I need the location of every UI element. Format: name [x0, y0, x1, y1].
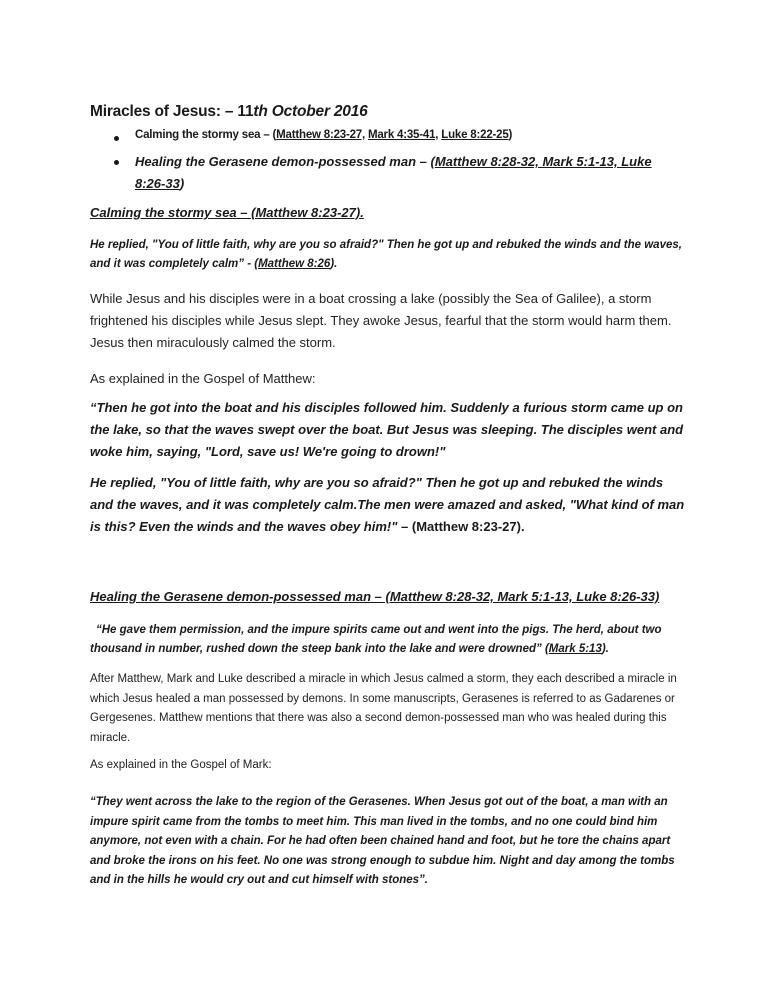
section1-heading: Calming the stormy sea – (Matthew 8:23-27).: [90, 205, 364, 220]
section2-quote: “They went across the lake to the region of the Gerasenes. When Jesus got out of the boat, a man with an impure spirit came from the tombs to meet him. This man lived in the tombs, and no one could bind him anymore, not even with a chain. For he had often been chained hand and foot, but he tore the chains apart and broke the irons on his feet. No one was strong enough to subdue him. Night and day among the tombs and in the hills he would cry out and cut himself with stones”.: [90, 796, 675, 886]
intro2-quote-text: “He gave them permission, and the impure spirits came out and went into the pigs. The herd, about two thousand in number, rushed down the steep bank into the lake and were drowned” (: [90, 624, 662, 655]
intro-quote-text: He replied, "You of little faith, why are you so afraid?" Then he got up and rebuked the winds and the waves, and it was completely calm” - (: [90, 239, 682, 270]
section2-heading: Healing the Gerasene demon-possessed man – (Matthew 8:28-32, Mark 5:1-13, Luke 8:26-33): [90, 589, 660, 604]
ref-link-mark-5-13[interactable]: Mark 5:13: [548, 643, 602, 655]
section2-paragraph: After Matthew, Mark and Luke described a miracle in which Jesus calmed a storm, they each described a miracle in which Jesus healed a man possessed by demons. In some manuscripts, Gerasenes is referred to as Gadarenes or Gergesenes. Matthew mentions that there was also a second demon-possessed man who was healed during this miracle.: [90, 673, 677, 744]
bullet1-label: Calming the stormy sea – (: [135, 129, 277, 141]
bullet-item-calming-storm: [114, 129, 674, 141]
ref-link-gerasene[interactable]: Matthew 8:28-32, Mark 5:1-13, Luke 8:26-33: [135, 154, 652, 191]
page-title: [90, 103, 368, 121]
section1-quote2: [90, 472, 686, 538]
bullet2-label: Healing the Gerasene demon-possessed man – (: [135, 154, 435, 169]
quote2-ref: – (Matthew 8:23-27).: [397, 519, 525, 534]
ref-link-mark-4-35[interactable]: Mark 4:35-41,: [367, 129, 439, 141]
section1-explained: As explained in the Gospel of Matthew:: [90, 371, 316, 386]
ref-link-matthew-8-23[interactable]: Matthew 8:23-27,: [276, 129, 365, 141]
section2-explained: As explained in the Gospel of Mark:: [90, 759, 272, 771]
bullet-dot-icon: [114, 160, 119, 165]
bullet2-close: ): [179, 176, 185, 191]
intro2-quote-close: ).: [601, 643, 609, 655]
section1-intro-quote: [90, 236, 686, 274]
bullet1-close: ): [508, 129, 513, 141]
title-prefix: Miracles of Jesus: – 11: [90, 103, 254, 120]
quote2-text: He replied, "You of little faith, why are you so afraid?" Then he got up and rebuked the winds and the waves, and it was completely calm.The men were amazed and asked, "What kind of man is this? Even the winds and the waves obey him!": [90, 475, 685, 534]
section1-paragraph: While Jesus and his disciples were in a boat crossing a lake (possibly the Sea of Galilee), a storm frightened his disciples while Jesus slept. They awoke Jesus, fearful that the storm would harm them. Jesus then miraculously calmed the storm.: [90, 291, 672, 350]
bullet-dot-icon: [114, 136, 119, 141]
section1-quote1: “Then he got into the boat and his disciples followed him. Suddenly a furious storm came up on the lake, so that the waves swept over the boat. But Jesus was sleeping. The disciples went and woke him, saying, "Lord, save us! We're going to drown!": [90, 400, 684, 459]
ref-link-luke-8-22[interactable]: Luke 8:22-25: [441, 129, 509, 141]
ref-link-matthew-8-26[interactable]: Matthew 8:26: [258, 258, 331, 270]
section2-intro-quote: [90, 621, 686, 659]
intro-quote-close: ).: [330, 258, 338, 270]
title-date: th October 2016: [253, 103, 368, 120]
bullet-item-gerasene: [114, 151, 674, 195]
